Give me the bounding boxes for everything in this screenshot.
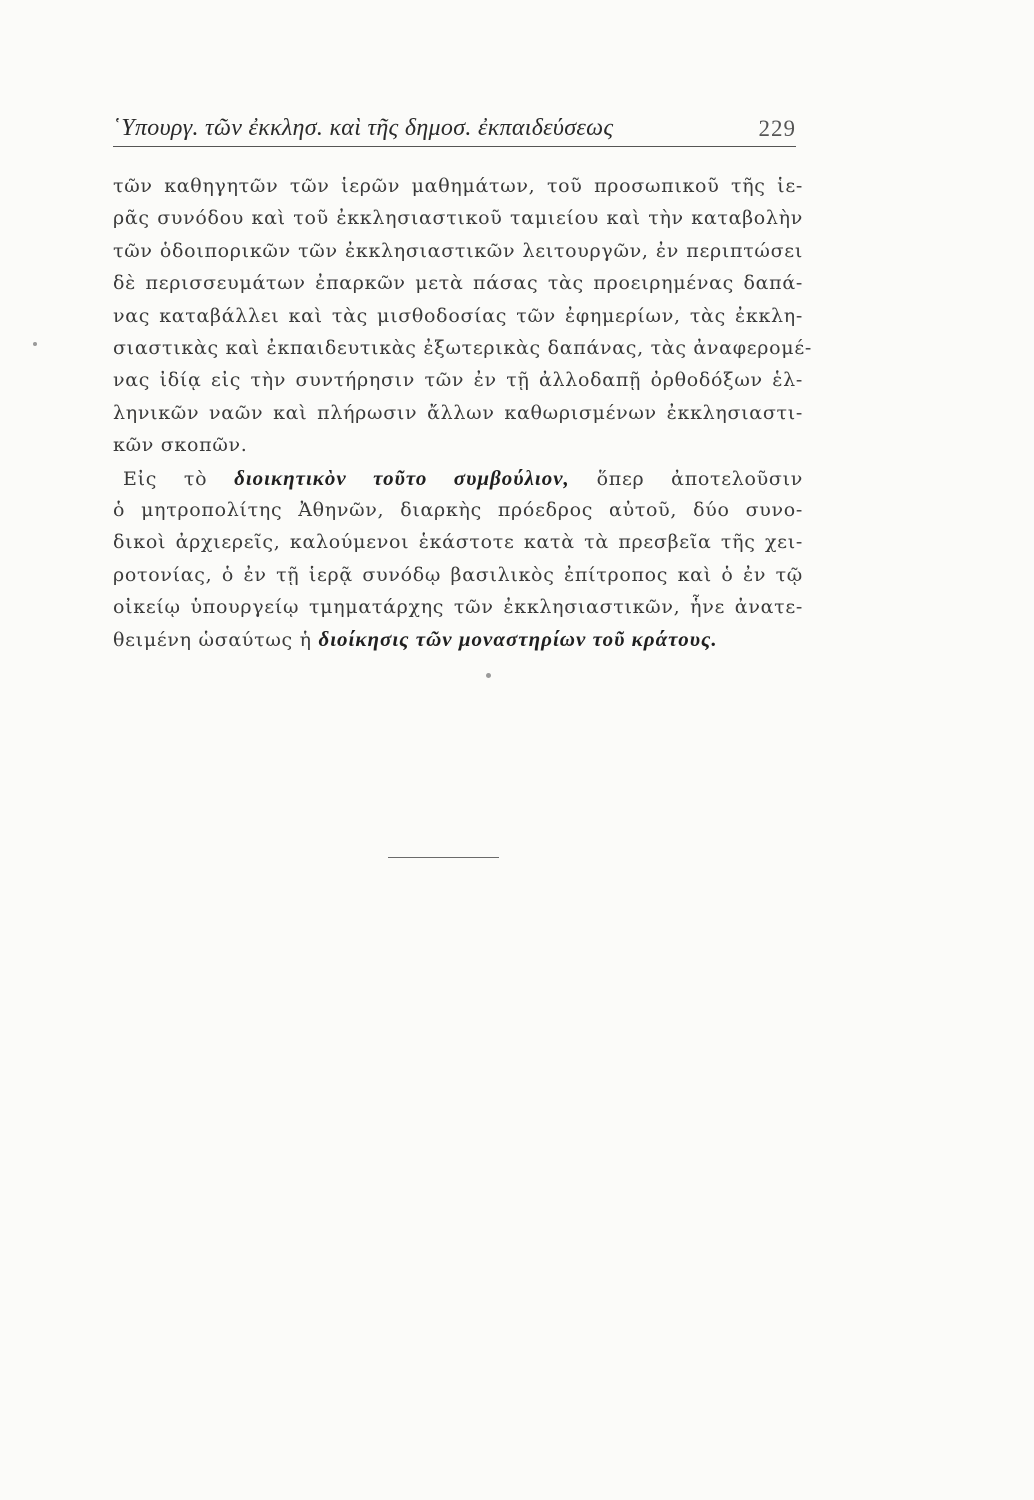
text-line: ροτονίας, ὁ ἐν τῇ ἱερᾷ συνόδῳ βασιλικὸς ἐπίτροπος καὶ ὁ ἐν τῷ xyxy=(113,563,803,586)
text-line: δικοὶ ἀρχιερεῖς, καλούμενοι ἑκάστοτε κατὰ τὰ πρεσβεῖα τῆς χει- xyxy=(113,531,803,554)
print-speck xyxy=(486,673,491,678)
paragraph-2-opening: Εἰς τὸ xyxy=(123,467,235,490)
body-text xyxy=(113,170,812,656)
text-line xyxy=(113,623,803,655)
text-line: κῶν σκοπῶν. xyxy=(113,434,248,457)
text-line: ληνικῶν ναῶν καὶ πλήρωσιν ἄλλων καθωρισμένων ἐκκλησιαστι- xyxy=(113,401,803,424)
print-speck xyxy=(33,342,37,346)
text-line xyxy=(113,462,803,494)
emphasis-term: διοικητικὸν τοῦτο συμβούλιον, xyxy=(234,465,570,490)
text-line: δὲ περισσευμάτων ἐπαρκῶν μετὰ πάσας τὰς προειρημένας δαπά- xyxy=(113,272,803,295)
final-line-text: θειμένη ὡσαύτως ἡ xyxy=(113,629,319,652)
page-number: 229 xyxy=(758,116,796,141)
paragraph-2 xyxy=(113,462,803,656)
text-line: ρᾶς συνόδου καὶ τοῦ ἐκκλησιαστικοῦ ταμιείου καὶ τὴν καταβολὴν xyxy=(113,207,803,230)
text-line: τῶν καθηγητῶν τῶν ἱερῶν μαθημάτων, τοῦ προσωπικοῦ τῆς ἱε- xyxy=(113,175,803,197)
running-head xyxy=(113,111,796,147)
text-line: ὁ μητροπολίτης Ἀθηνῶν, διαρκὴς πρόεδρος αὐτοῦ, δύο συνο- xyxy=(113,498,803,521)
emphasis-term: διοίκησις τῶν μοναστηρίων τοῦ κράτους. xyxy=(318,627,718,652)
paragraph-2-continuation: ὅπερ ἀποτελοῦσιν xyxy=(569,467,803,490)
paragraph-1 xyxy=(113,170,812,462)
text-line: νας καταβάλλει καὶ τὰς μισθοδοσίας τῶν ἐφημερίων, τὰς ἐκκλη- xyxy=(113,304,803,327)
running-title: ῾Υπουργ. τῶν ἐκκλησ. καὶ τῆς δημοσ. ἐκπαιδεύσεως xyxy=(113,115,614,141)
end-of-text-rule xyxy=(388,857,499,858)
text-line: σιαστικὰς καὶ ἐκπαιδευτικὰς ἐξωτερικὰς δαπάνας, τὰς ἀναφερομέ- xyxy=(113,336,812,359)
text-line: τῶν ὁδοιπορικῶν τῶν ἐκκλησιαστικῶν λειτουργῶν, ἐν περιπτώσει xyxy=(113,239,803,262)
text-line: νας ἰδίᾳ εἰς τὴν συντήρησιν τῶν ἐν τῇ ἀλλοδαπῇ ὀρθοδόξων ἑλ- xyxy=(113,369,803,392)
text-line: οἰκείῳ ὑπουργείῳ τμηματάρχης τῶν ἐκκλησιαστικῶν, ἧνε ἀνατε- xyxy=(113,596,803,619)
